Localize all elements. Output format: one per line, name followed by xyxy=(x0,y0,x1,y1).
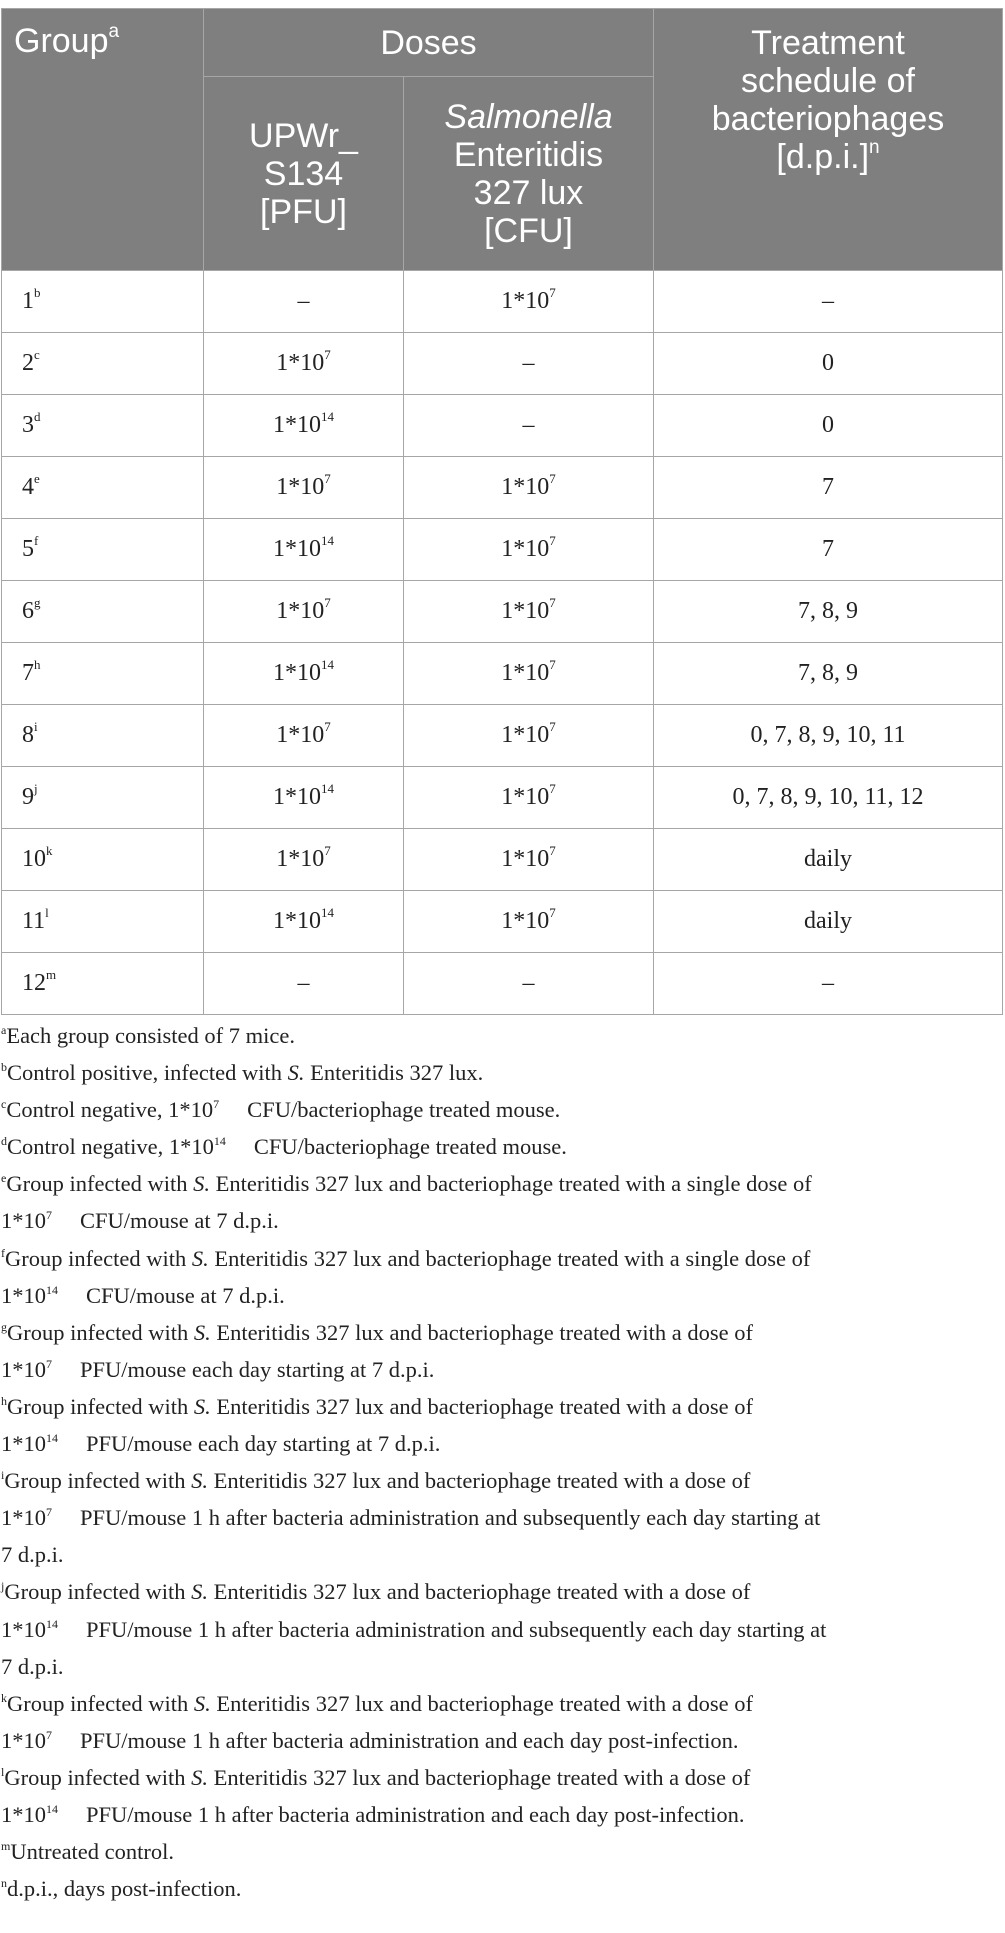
table-row xyxy=(2,519,1003,581)
group-cell: 5$^f$ xyxy=(2,519,204,581)
schedule-cell: 0, 7, 8, 9, 10, 11 xyxy=(654,705,1003,767)
header-salmonella-dose: Salmonella Enteritidis 327 lux [CFU] xyxy=(404,77,654,271)
table-row xyxy=(2,271,1003,333)
phage-dose-cell: $1*10^{14}$ xyxy=(204,395,404,457)
phage-dose-cell: $1*10^{14}$ xyxy=(204,891,404,953)
schedule-cell: – xyxy=(654,271,1003,333)
phage-dose-cell: $1*10^{14}$ xyxy=(204,643,404,705)
table-row xyxy=(2,581,1003,643)
table-row xyxy=(2,333,1003,395)
salmonella-dose-cell: $1*10^7$ xyxy=(404,891,654,953)
phage-dose-cell: $1*10^7$ xyxy=(204,705,404,767)
salmonella-dose-cell: $1*10^7$ xyxy=(404,705,654,767)
salmonella-dose-cell: $1*10^7$ xyxy=(404,643,654,705)
group-cell: 7$^h$ xyxy=(2,643,204,705)
phage-dose-cell: $1*10^{14}$ xyxy=(204,519,404,581)
phage-dose-cell: $1*10^7$ xyxy=(204,457,404,519)
group-cell: 3$^d$ xyxy=(2,395,204,457)
footnote-g: $^g$Group infected with S. Enteritidis 327 lux and bacteriophage treated with a dose of $1*10^7$ PFU/mouse each day starting at 7 d.p.i. xyxy=(1,1319,754,1382)
footnote-i: $^i$Group infected with S. Enteritidis 327 lux and bacteriophage treated with a dose of $1*10^7$ PFU/mouse 1 h after bacteria administration and subsequently each day starting at 7 d.p.i. xyxy=(1,1468,821,1568)
footnote-j: $^j$Group infected with S. Enteritidis 327 lux and bacteriophage treated with a dose of $1*10^{14}$ PFU/mouse 1 h after bacteria administration and subsequently each day starting at 7 d.p.i. xyxy=(1,1579,827,1679)
salmonella-dose-cell: $1*10^7$ xyxy=(404,767,654,829)
footnote-d: $^d$Control negative, $1*10^{14}$ CFU/bacteriophage treated mouse. xyxy=(1,1134,567,1160)
table-row xyxy=(2,891,1003,953)
footnote-l: $^l$Group infected with S. Enteritidis 327 lux and bacteriophage treated with a dose of $1*10^{14}$ PFU/mouse 1 h after bacteria administration and each day post-infection. xyxy=(1,1764,751,1827)
header-doses: Doses xyxy=(204,9,654,77)
phage-dose-cell: $1*10^7$ xyxy=(204,581,404,643)
group-cell: 10$^k$ xyxy=(2,829,204,891)
header-phage-dose: UPWr_ S134 [PFU] xyxy=(204,77,404,271)
salmonella-dose-cell: – xyxy=(404,333,654,395)
schedule-cell: – xyxy=(654,953,1003,1015)
schedule-cell: 7 xyxy=(654,519,1003,581)
footnote-m: $^m$Untreated control. xyxy=(1,1839,175,1865)
table-row xyxy=(2,457,1003,519)
group-cell: 8$^i$ xyxy=(2,705,204,767)
table-row xyxy=(2,705,1003,767)
table-row xyxy=(2,395,1003,457)
footnote-a: $^a$Each group consisted of 7 mice. xyxy=(1,1023,295,1048)
salmonella-dose-cell: $1*10^7$ xyxy=(404,271,654,333)
table-row xyxy=(2,767,1003,829)
schedule-cell: 0 xyxy=(654,333,1003,395)
salmonella-dose-cell: $1*10^7$ xyxy=(404,829,654,891)
footnote-e: $^e$Group infected with S. Enteritidis 327 lux and bacteriophage treated with a single dose of $1*10^7$ CFU/mouse at 7 d.p.i. xyxy=(1,1171,812,1234)
schedule-cell: 7, 8, 9 xyxy=(654,643,1003,705)
header-group: Group$^a$ xyxy=(2,9,204,271)
schedule-cell: daily xyxy=(654,829,1003,891)
footnotes xyxy=(0,1017,1005,1907)
footnote-n: $^n$d.p.i., days post-infection. xyxy=(1,1876,242,1902)
table-row xyxy=(2,829,1003,891)
phage-dose-cell: $1*10^7$ xyxy=(204,829,404,891)
schedule-cell: daily xyxy=(654,891,1003,953)
group-cell: 2$^c$ xyxy=(2,333,204,395)
phage-dose-cell: – xyxy=(204,271,404,333)
footnote-b: $^b$Control positive, infected with S. Enteritidis 327 lux. xyxy=(1,1060,484,1086)
schedule-cell: 7, 8, 9 xyxy=(654,581,1003,643)
schedule-cell: 0, 7, 8, 9, 10, 11, 12 xyxy=(654,767,1003,829)
group-cell: 6$^g$ xyxy=(2,581,204,643)
footnote-f: $^f$Group infected with S. Enteritidis 327 lux and bacteriophage treated with a single dose of $1*10^{14}$ CFU/mouse at 7 d.p.i. xyxy=(1,1245,811,1308)
schedule-cell: 7 xyxy=(654,457,1003,519)
table-row xyxy=(2,643,1003,705)
header-treatment-schedule: Treatment schedule of bacteriophages $[d.p.i.]^n$ xyxy=(654,9,1003,271)
salmonella-dose-cell: $1*10^7$ xyxy=(404,519,654,581)
group-cell: 1$^b$ xyxy=(2,271,204,333)
group-cell: 4e xyxy=(2,457,204,519)
footnote-k: $^k$Group infected with S. Enteritidis 327 lux and bacteriophage treated with a dose of $1*10^7$ PFU/mouse 1 h after bacteria administration and each day post-infection. xyxy=(1,1690,754,1753)
phage-dose-cell: $1*10^7$ xyxy=(204,333,404,395)
salmonella-dose-cell: $1*10^7$ xyxy=(404,581,654,643)
phage-dose-cell: – xyxy=(204,953,404,1015)
group-cell: 12$^m$ xyxy=(2,953,204,1015)
group-cell: 9$^j$ xyxy=(2,767,204,829)
phage-dose-cell: $1*10^{14}$ xyxy=(204,767,404,829)
salmonella-dose-cell: – xyxy=(404,953,654,1015)
group-cell: 11$^l$ xyxy=(2,891,204,953)
salmonella-dose-cell: $1*10^7$ xyxy=(404,457,654,519)
footnote-c: $^c$Control negative, $1*10^7$ CFU/bacteriophage treated mouse. xyxy=(1,1097,561,1123)
dosing-table xyxy=(1,8,1003,1015)
footnote-h: $^h$Group infected with S. Enteritidis 327 lux and bacteriophage treated with a dose of $1*10^{14}$ PFU/mouse each day starting at 7 d.p.i. xyxy=(1,1393,754,1457)
salmonella-dose-cell: – xyxy=(404,395,654,457)
table-row xyxy=(2,953,1003,1015)
schedule-cell: 0 xyxy=(654,395,1003,457)
